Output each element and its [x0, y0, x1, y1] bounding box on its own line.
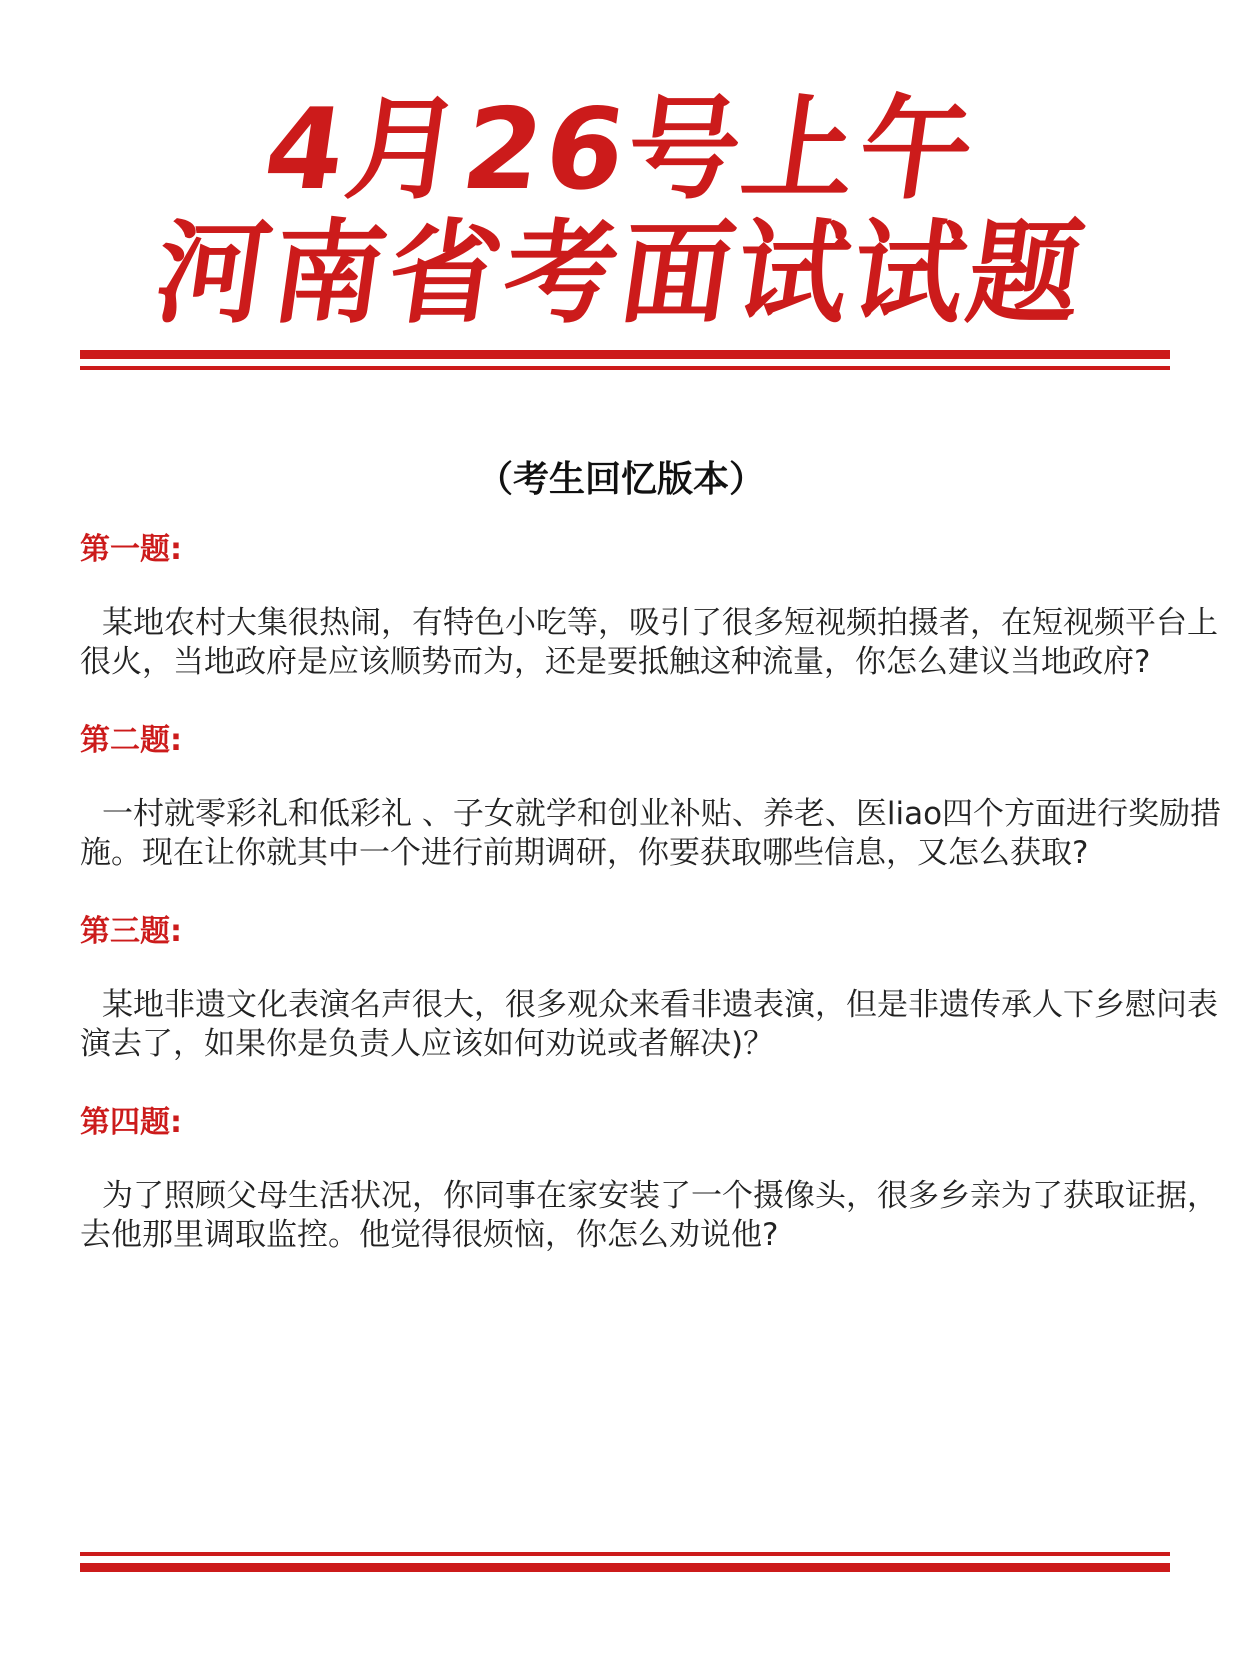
- question-4: [80, 1103, 1240, 1255]
- title-date-line: 4月26号上午: [256, 85, 986, 215]
- question-body: 某地非遗文化表演名声很大，很多观众来看非遗表演，但是非遗传承人下乡慰问表演去了，如果你是负责人应该如何劝说或者解决)？: [80, 987, 1218, 1062]
- question-heading: 第四题:: [80, 1105, 182, 1140]
- title-main-line: 河南省考面试试题: [147, 209, 1095, 339]
- bottom-divider-thick: [80, 1563, 1170, 1572]
- question-3: [80, 912, 1240, 1064]
- question-1: [80, 530, 1240, 682]
- bottom-divider-thin: [80, 1552, 1170, 1556]
- question-body: 某地农村大集很热闹，有特色小吃等，吸引了很多短视频拍摄者，在短视频平台上很火，当地政府是应该顺势而为，还是要抵触这种流量，你怎么建议当地政府?: [80, 605, 1218, 680]
- question-heading: 第三题:: [80, 914, 182, 949]
- subtitle: （考生回忆版本）: [476, 459, 765, 500]
- question-body: 为了照顾父母生活状况，你同事在家安装了一个摄像头，很多乡亲为了获取证据，去他那里调取监控。他觉得很烦恼，你怎么劝说他?: [80, 1178, 1218, 1253]
- question-list: [80, 530, 1240, 1294]
- top-divider-thin: [80, 366, 1170, 370]
- question-heading: 第二题:: [80, 723, 182, 758]
- question-heading: 第一题:: [80, 532, 182, 567]
- top-divider-thick: [80, 350, 1170, 359]
- question-2: [80, 721, 1240, 873]
- title-block: [0, 85, 1242, 339]
- question-body: 一村就零彩礼和低彩礼 、子女就学和创业补贴、养老、医liao四个方面进行奖励措施。现在让你就其中一个进行前期调研，你要获取哪些信息，又怎么获取?: [80, 796, 1222, 871]
